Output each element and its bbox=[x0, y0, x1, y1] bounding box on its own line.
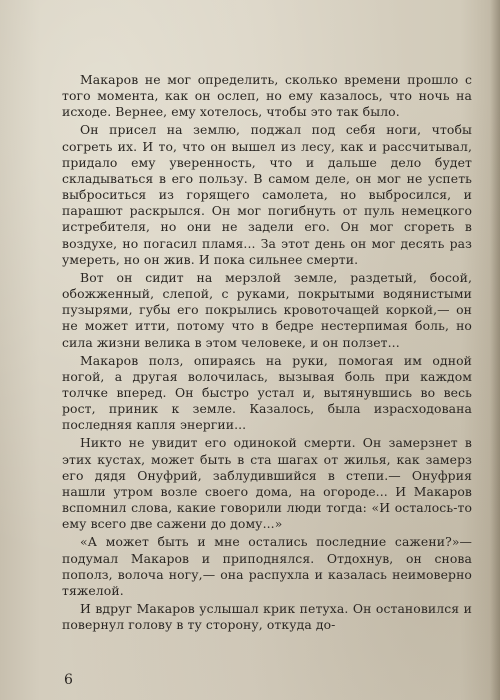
paragraph-1: Макаров не мог определить, сколько времени прошло с того момента, как он ослеп, но ему казалось, что ночь на исходе. Вернее, ему хотелось, чтобы это так было. bbox=[62, 72, 472, 120]
paragraph-3: Вот он сидит на мерзлой земле, раздетый, босой, обожженный, слепой, с руками, покрытыми водянистыми пузырями, губы его покрылись кровоточащей коркой,— он не может итти, потому что в бедре нестерпимая боль, но сила жизни велика в этом человеке, и он ползет... bbox=[62, 269, 472, 350]
page-spine-shadow bbox=[490, 0, 500, 700]
paragraph-2: Он присел на землю, поджал под себя ноги, чтобы согреть их. И то, что он вышел из лесу, как и рассчитывал, придало ему уверенность, что и дальше дело будет складываться в его пользу. В самом деле, он мог не успеть выброситься из горящего самолета, но выбросился, и парашют раскрылся. Он мог погибнуть от пуль немецкого истребителя, но они не задели его. Он мог сгореть в воздухе, но погасил пламя... За этот день он мог десять раз умереть, но он жив. И пока сильнее смерти. bbox=[62, 122, 472, 267]
paragraph-7: И вдруг Макаров услышал крик петуха. Он остановился и повернул голову в ту сторону, откуда до- bbox=[62, 601, 472, 633]
page-number: 6 bbox=[64, 672, 73, 688]
page-text bbox=[62, 72, 472, 635]
paragraph-4: Макаров полз, опираясь на руки, помогая им одной ногой, а другая волочилась, вызывая боль при каждом толчке вперед. Он быстро устал и, вытянувшись во весь рост, приник к земле. Казалось, была израсходована последняя капля энергии... bbox=[62, 352, 472, 433]
paragraph-6: «А может быть и мне остались последние сажени?»— подумал Макаров и приподнялся. Отдохнув, он снова пополз, волоча ногу,— она распухла и казалась неимоверно тяжелой. bbox=[62, 534, 472, 598]
paragraph-5: Никто не увидит его одинокой смерти. Он замерзнет в этих кустах, может быть в ста шагах от жилья, как замерз его дядя Онуфрий, заблудившийся в степи.— Онуфрия нашли утром возле своего дома, на огороде... И Макаров вспомнил слова, какие говорили люди тогда: «И осталось-то ему всего две сажени до дому...» bbox=[62, 435, 472, 532]
